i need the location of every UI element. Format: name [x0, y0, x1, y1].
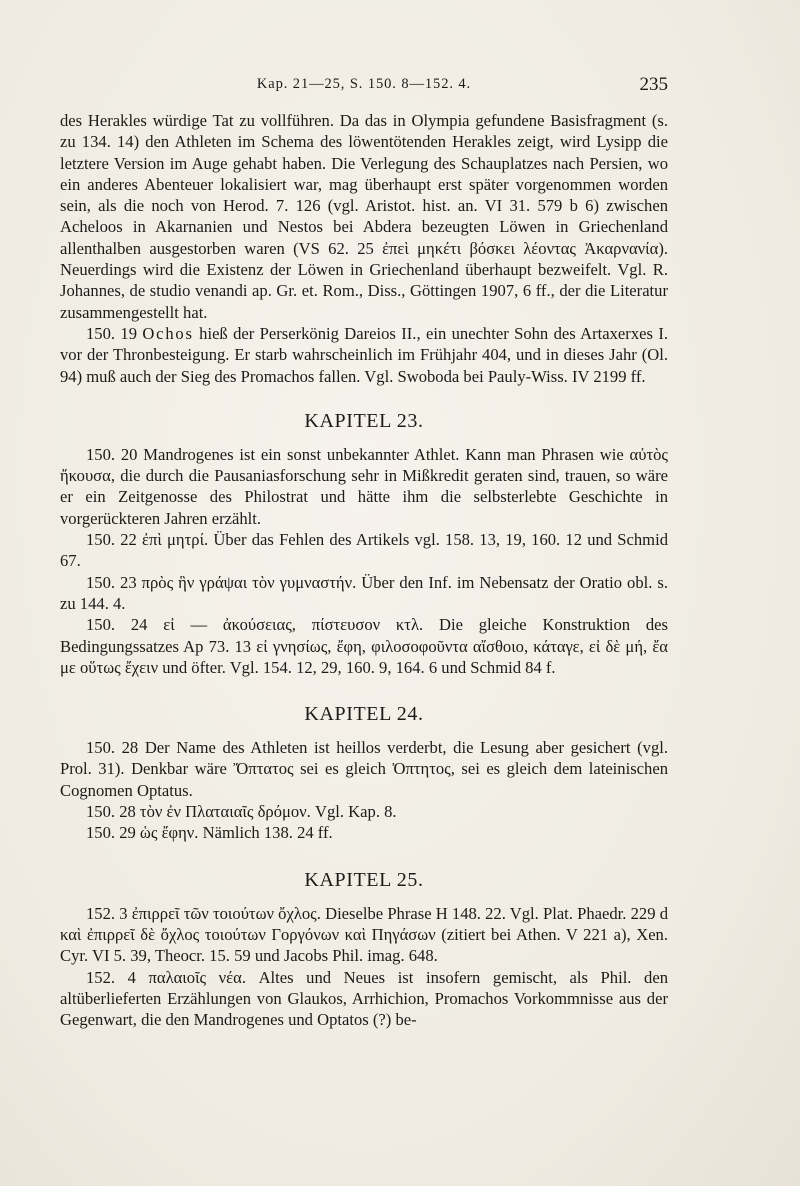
- note-text: hieß der Perserkönig Dareios II., ein unechter Sohn des Artaxerxes I. vor der Thronbesteigung. Er starb wahrscheinlich im Frühjahr 404, und in dieses Jahr (Ol. 94) muß auch der Sieg des Promachos fallen. Vgl. Swoboda bei Pauly-Wiss. IV 2199 ff.: [60, 323, 668, 386]
- body-text: [60, 110, 668, 1030]
- paragraph-150-23: 150. 23 πρὸς ἣν γράψαι τὸν γυμναστήν. Über den Inf. im Nebensatz der Oratio obl. s. zu 144. 4.: [60, 572, 668, 613]
- paragraph-continuation: des Herakles würdige Tat zu vollführen. Da das in Olympia gefundene Basisfragment (s. zu 134. 14) den Athleten im Schema des löwentötenden Herakles zeigt, wird Lysipp die letztere Version im Auge gehabt haben. Die Verlegung des Schauplatzes nach Persien, wo ein anderes Abenteuer lokalisiert war, mag überhaupt erst später vorgenommen worden sein, als die noch von Herod. 7. 126 (vgl. Aristot. hist. an. VI 31. 579 b 6) zwischen Acheloos in Akarnanien und Nestos bei Abdera bezeugten Löwen in Griechenland allenthalben ausgestorben waren (VS 62. 25 ἐπεὶ μηκέτι βόσκει λέοντας Ἀκαρνανία). Neuerdings wird die Existenz der Löwen in Griechenland überhaupt bezweifelt. Vgl. R. Johannes, de studio venandi ap. Gr. et. Rom., Diss., Göttingen 1907, 6 ff., der die Literatur zusammengestellt hat.: [60, 111, 668, 322]
- paragraph-150-20: 150. 20 Mandrogenes ist ein sonst unbekannter Athlet. Kann man Phrasen wie αὐτὸς ἤκουσα, die durch die Pausaniasforschung sehr in Mißkredit geraten sind, trauen, so wäre er ein Zeitgenosse des Philostrat und hätte ihm die selbsterlebte Geschichte in vorgerückteren Jahren erzählt.: [60, 444, 668, 528]
- paragraph-150-28a: 150. 28 Der Name des Athleten ist heillos verderbt, die Lesung aber gesichert (vgl. Prol. 31). Denkbar wäre Ὄπτατος sei es gleich Ὀπτητος, sei es gleich dem lateinischen Cognomen Optatus.: [60, 738, 668, 800]
- page-header: [60, 76, 668, 100]
- chapter-heading-25: KAPITEL 25.: [304, 868, 424, 891]
- paragraph-150-29: 150. 29 ὡς ἔφην. Nämlich 138. 24 ff.: [86, 823, 333, 843]
- paragraph-150-19: [60, 323, 668, 387]
- paragraph-152-3: 152. 3 ἐπιρρεῖ τῶν τοιούτων ὄχλος. Dieselbe Phrase H 148. 22. Vgl. Plat. Phaedr. 229 d καὶ ἐπιρρεῖ δὲ ὄχλος τοιούτων Γοργόνων καὶ Πηγάσων (zitiert bei Athen. V 221 a), Xen. Cyr. VI 5. 39, Theocr. 15. 59 und Jacobs Phil. imag. 648.: [60, 903, 668, 966]
- note-number: 150. 19: [86, 323, 137, 343]
- paragraph-150-24: 150. 24 εἰ — ἀκούσειας, πίστευσον κτλ. Die gleiche Konstruktion des Bedingungssatzes Ap 73. 13 εἰ γνησίως, ἔφη, φιλοσοφοῦντα αἴσθοιο, κάταγε, εἰ δὲ μή, ἔα με οὕτως ἔχειν und öfter. Vgl. 154. 12, 29, 160. 9, 164. 6 und Schmid 84 f.: [60, 615, 668, 677]
- paragraph-150-28b: 150. 28 τὸν ἐν Πλαταιαῖς δρόμον. Vgl. Kap. 8.: [86, 802, 397, 822]
- chapter-heading-24: KAPITEL 24.: [304, 703, 424, 726]
- spaced-name: Ochos: [142, 323, 194, 343]
- chapter-heading-23: KAPITEL 23.: [304, 409, 424, 432]
- paragraph-150-22: 150. 22 ἐπὶ μητρί. Über das Fehlen des Artikels vgl. 158. 13, 19, 160. 12 und Schmid 67.: [60, 530, 668, 571]
- page-number: 235: [639, 74, 668, 95]
- running-head: Kap. 21—25, S. 150. 8—152. 4.: [256, 76, 472, 92]
- paragraph-152-4: 152. 4 παλαιοῖς νέα. Altes und Neues ist insofern gemischt, als Phil. den altüberlieferten Erzählungen von Glaukos, Arrhichion, Promachos Vorkommnisse aus der Gegenwart, die den Mandrogenes und Optatos (?) be-: [60, 967, 668, 1030]
